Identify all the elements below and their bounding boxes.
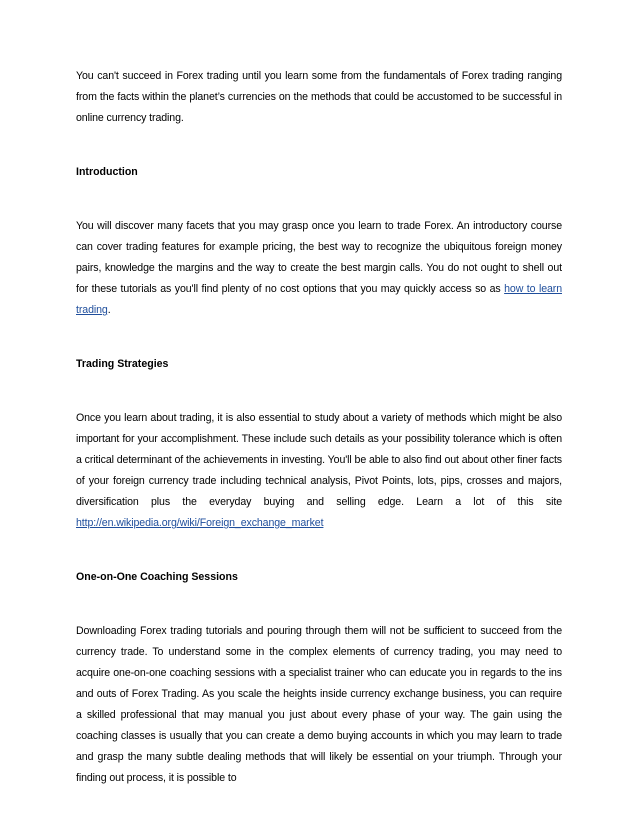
- section-body-coaching: Downloading Forex trading tutorials and pouring through them will not be sufficient to succeed from the currency trade. To understand some in the complex elements of currency trading, you may need to acquire one-on-one coaching sessions with a specialist trainer who can educate you in regards to the ins and outs of Forex Trading. As you scale the heights inside currency exchange business, you can require a skilled professional that may manual you just about every phase of your way. The gain using the coaching classes is usually that you can create a demo buying accounts in which you may learn to trade and grasp the many subtle dealing methods that will likely be essential on your triumph. Through your finding out process, it is possible to: [76, 625, 562, 784]
- spacer: [76, 375, 562, 408]
- intro-paragraph: You can't succeed in Forex trading until you learn some from the fundamentals of Forex trading ranging from the facts within the planet’s currencies on the methods that could be accustomed to be successful in online currency trading.: [76, 70, 562, 124]
- spacer: [76, 321, 562, 354]
- spacer: [76, 129, 562, 162]
- spacer: [76, 534, 562, 567]
- body-text: You will discover many facets that you may grasp once you learn to trade Forex. An introductory course can cover trading features for example pricing, the best way to recognize the ubiquitous foreign money pairs, knowledge the margins and the way to create the best margin calls. You do not ought to shell out for these tutorials as you'll find plenty of no cost options that you may quickly access so as: [76, 220, 562, 295]
- section-body-introduction: [76, 216, 562, 321]
- spacer: [76, 183, 562, 216]
- section-heading-trading-strategies: Trading Strategies: [76, 358, 169, 370]
- section-heading-introduction: Introduction: [76, 166, 138, 178]
- document-page: [76, 66, 562, 789]
- spacer: [76, 588, 562, 621]
- wikipedia-forex-link[interactable]: http://en.wikipedia.org/wiki/Foreign_exchange_market: [76, 517, 324, 529]
- section-heading-coaching: One-on-One Coaching Sessions: [76, 571, 238, 583]
- learn-trading-link[interactable]: how to learn trading: [76, 283, 562, 316]
- section-body-trading-strategies: [76, 408, 562, 534]
- body-text-end: .: [107, 304, 111, 316]
- body-text: Once you learn about trading, it is also essential to study about a variety of methods which might be also important for your accomplishment. These include such details as your possibility tolerance which is often a critical determinant of the achievements in investing. You'll be able to also find out about other finer facts of your foreign currency trade including technical analysis, Pivot Points, lots, pips, crosses and majors, diversification plus the everyday buying and selling edge. Learn a lot of this site: [76, 412, 562, 508]
